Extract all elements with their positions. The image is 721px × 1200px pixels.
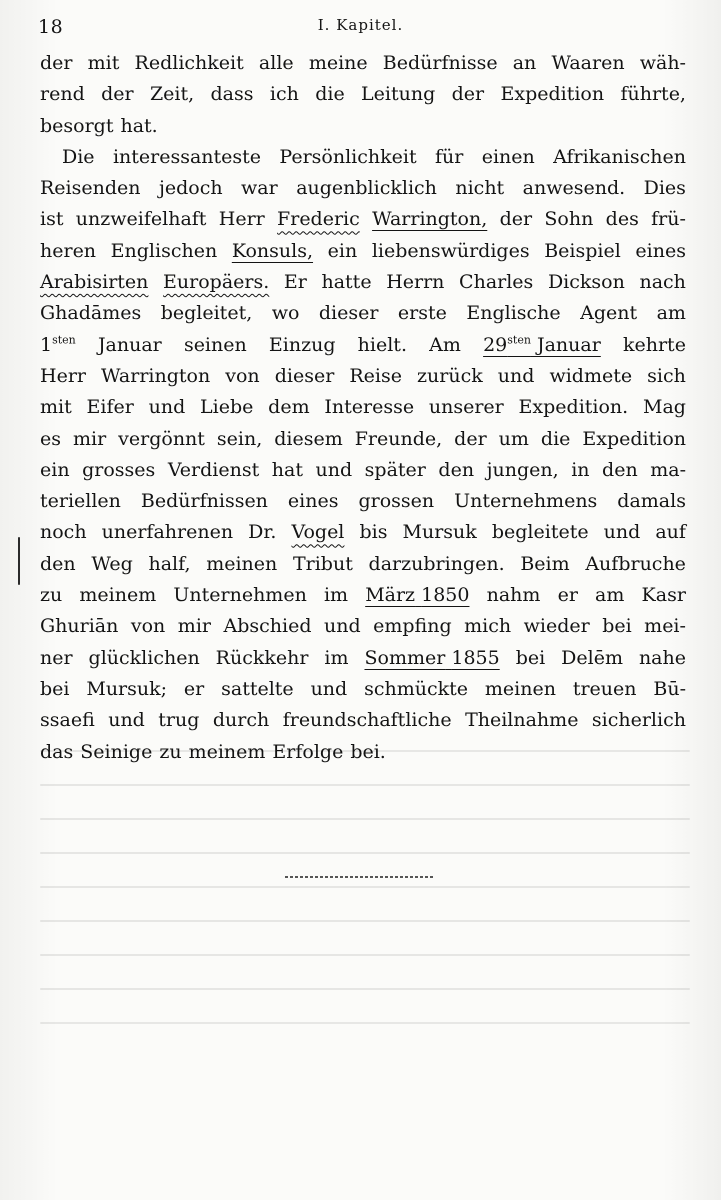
text-line [40, 549, 686, 580]
text-line [40, 48, 686, 79]
word: Weg [91, 552, 133, 575]
word: Sohn [544, 208, 594, 231]
word: den [40, 552, 76, 575]
bleed-line [40, 852, 690, 854]
word: im [324, 646, 349, 669]
word: anwesend. [522, 177, 626, 200]
word: bei [40, 677, 70, 700]
word: Unternehmen [173, 584, 307, 607]
word: der [451, 83, 485, 106]
word: um [498, 427, 529, 450]
word: meinen [484, 677, 556, 700]
word: Januar [536, 333, 601, 356]
word: Theilnahme [465, 709, 579, 732]
word: grossen [358, 490, 435, 513]
word: den [602, 458, 638, 481]
word: begleitet, [160, 302, 253, 325]
word: noch [40, 521, 87, 544]
word: Delēm [561, 646, 623, 669]
text-line [40, 611, 686, 642]
word: Zeit, [149, 83, 195, 106]
word: eines [287, 490, 339, 513]
word: Expedition [500, 83, 605, 106]
word: meine [308, 52, 368, 74]
word: unserer [428, 396, 504, 419]
word: wäh- [639, 52, 686, 74]
word: Liebe [200, 396, 254, 419]
word: ich [269, 83, 299, 106]
word: Reise [349, 364, 402, 387]
word: bis [359, 521, 388, 544]
word: und [148, 396, 186, 419]
word: Warrington [101, 364, 211, 387]
word-underlined: Arabisirten [40, 271, 149, 294]
word: die [540, 427, 571, 450]
word: mir [177, 615, 211, 638]
text-line [40, 705, 686, 736]
bleed-line [40, 954, 690, 956]
word: wieder [523, 615, 590, 638]
date-underlined [483, 330, 601, 361]
word: heren [40, 239, 97, 262]
word: Charles [459, 271, 534, 294]
word: meinem [188, 740, 266, 763]
word: und [108, 709, 145, 732]
word: Dr. [248, 521, 277, 544]
word-underlined: Frederic [277, 208, 360, 231]
text-line [40, 455, 686, 486]
bleed-line [40, 784, 690, 786]
word: Am [429, 333, 461, 356]
bleed-line [40, 750, 690, 752]
word: Mursuk [402, 521, 477, 544]
word: vergönnt [118, 427, 205, 450]
text-line [40, 580, 686, 611]
word: kehrte [622, 333, 686, 356]
word: Abschied [223, 615, 312, 638]
text-line [40, 517, 686, 548]
word: in [571, 458, 590, 481]
word: schmückte [364, 677, 468, 700]
text-line [40, 392, 686, 423]
bleed-line [40, 988, 690, 990]
word: Redlichkeit [134, 52, 244, 74]
bleed-line [40, 818, 690, 820]
word: widmete [549, 364, 633, 387]
word: begleitete [491, 521, 589, 544]
word: meinem [79, 584, 157, 607]
word: für [434, 145, 464, 168]
text-line [40, 361, 686, 392]
word: hielt. [357, 333, 407, 356]
word: an [512, 52, 537, 74]
word-underlined: Europäers. [163, 271, 270, 294]
word: sattelte [221, 677, 294, 700]
word: zu [159, 740, 182, 763]
bleed-line [40, 920, 690, 922]
word: von [225, 364, 260, 387]
word: Herr [218, 208, 265, 231]
text-line [40, 643, 686, 674]
word: im [323, 584, 349, 607]
word: und [603, 521, 641, 544]
word: Die [62, 145, 95, 168]
word: augenblicklich [296, 177, 437, 200]
word: empfing [373, 615, 452, 638]
text-line [40, 486, 686, 517]
word: zurück [417, 364, 483, 387]
word: mit [40, 396, 72, 419]
word: dieser [274, 364, 335, 387]
word: rend [40, 83, 85, 106]
word: führte, [620, 83, 686, 106]
word: ma- [650, 458, 686, 481]
word: hat [271, 458, 303, 481]
word: unzweifelhaft [75, 208, 207, 231]
word: Bedürfnisse [382, 52, 498, 74]
word: Reisenden [40, 177, 141, 200]
word: am [595, 584, 625, 607]
word: den [438, 458, 475, 481]
word: Herrn [386, 271, 445, 294]
word: hat. [120, 114, 158, 137]
word: Englische [466, 302, 561, 325]
word: der [101, 83, 134, 106]
bleed-line [40, 886, 690, 888]
section-end-rule [285, 876, 435, 878]
word: trug [158, 709, 200, 732]
word: nach [639, 271, 686, 294]
text-line [40, 298, 686, 329]
text-line [40, 204, 686, 235]
word: 29 [483, 333, 508, 356]
word-underlined: Warrington, [372, 208, 488, 231]
word: alle [258, 52, 294, 74]
bleed-line [40, 1022, 690, 1024]
word: Agent [580, 302, 638, 325]
word: dieser [318, 302, 379, 325]
word: eines [635, 239, 686, 262]
word: frü- [651, 208, 686, 231]
word: Expedition [582, 427, 686, 450]
word: des [605, 208, 639, 231]
word: interessanteste [112, 145, 262, 168]
word: unerfahrenen [101, 521, 234, 544]
word: zu [40, 584, 63, 607]
word: Beim [520, 552, 570, 575]
word: besorgt [40, 114, 114, 137]
page-header [34, 16, 687, 44]
superscript: sten [52, 333, 76, 347]
text-line [40, 236, 686, 267]
word: und [497, 364, 535, 387]
word: meinen [206, 552, 278, 575]
word: Herr [40, 364, 86, 387]
word: Ghuriān [40, 615, 119, 638]
word: sich [647, 364, 686, 387]
word: Freunde, [354, 427, 443, 450]
word-underlined: Konsuls, [231, 239, 314, 262]
word: mich [464, 615, 512, 638]
word: 1855 [451, 646, 500, 669]
word: hatte [321, 271, 372, 294]
word: nahe [638, 646, 686, 669]
word: dem [268, 396, 310, 419]
running-head: I. Kapitel. [317, 16, 404, 34]
word: und [323, 615, 361, 638]
word: durch [212, 709, 270, 732]
bleed-through-text [40, 750, 690, 1080]
word: Englischen [110, 239, 218, 262]
word: das [40, 740, 74, 763]
word: glücklichen [88, 646, 200, 669]
word: Verdienst [167, 458, 260, 481]
word: wo [271, 302, 300, 325]
text-line [40, 674, 686, 705]
word: Mursuk; [86, 677, 168, 700]
word: grosses [82, 458, 156, 481]
word: der [40, 52, 73, 74]
word: Rückkehr [215, 646, 309, 669]
word-underlined: Vogel [291, 521, 345, 544]
word: Ghadāmes [40, 302, 142, 325]
word: ssaefi [40, 709, 95, 732]
word: mir [72, 427, 107, 450]
word: Leitung [361, 83, 436, 106]
word: Interesse [324, 396, 415, 419]
word: darzubringen. [368, 552, 505, 575]
word: Bū- [653, 677, 686, 700]
word: am [656, 302, 686, 325]
word: half, [148, 552, 191, 575]
word: teriellen [40, 490, 121, 513]
word: bei [602, 615, 632, 638]
word: der [499, 208, 533, 231]
word: ist [40, 208, 64, 231]
word: seinen [183, 333, 247, 356]
word: Aufbruche [585, 552, 686, 575]
word: Bedürfnissen [140, 490, 268, 513]
word: Expedition. [518, 396, 629, 419]
word: freundschaftliche [282, 709, 452, 732]
word: sein, [216, 427, 263, 450]
word: Eifer [86, 396, 134, 419]
word: jungen, [486, 458, 559, 481]
word: und [310, 677, 348, 700]
word: diesem [274, 427, 343, 450]
word: von [130, 615, 166, 638]
word: Dickson [547, 271, 625, 294]
body-text [40, 48, 686, 768]
word: 1 [40, 333, 53, 356]
word: ein [327, 239, 358, 262]
word: die [315, 83, 345, 106]
word: war [241, 177, 278, 200]
word: Januar [97, 333, 162, 356]
word: dass [210, 83, 254, 106]
word: bei. [350, 740, 386, 763]
word: es [40, 427, 61, 450]
word: Seinige [80, 740, 153, 763]
word: Waaren [551, 52, 625, 74]
word: Er [283, 271, 307, 294]
text-line [40, 267, 686, 298]
page-number: 18 [38, 16, 64, 38]
word: treuen [572, 677, 637, 700]
word: er [557, 584, 578, 607]
word: sicherlich [591, 709, 686, 732]
text-line [40, 142, 686, 173]
date-underlined [364, 643, 499, 674]
word: Unternehmens [454, 490, 598, 513]
word: Dies [643, 177, 686, 200]
word: Mag [643, 396, 686, 419]
word: März [365, 584, 416, 607]
word: ner [40, 646, 73, 669]
text-line [40, 79, 686, 110]
word: nicht [455, 177, 505, 200]
text-line [40, 330, 686, 361]
margin-pencil-mark [18, 537, 20, 585]
date-underlined [365, 580, 469, 611]
word: Persönlichkeit [279, 145, 417, 168]
word: Beispiel [544, 239, 621, 262]
word: Kasr [641, 584, 686, 607]
word: damals [617, 490, 686, 513]
word: 1850 [421, 584, 470, 607]
word: Afrikanischen [553, 145, 686, 168]
word: Einzug [268, 333, 336, 356]
word: Tribut [292, 552, 353, 575]
word: auf [655, 521, 686, 544]
word: Erfolge [272, 740, 344, 763]
text-line [40, 111, 686, 142]
word: und [315, 458, 353, 481]
word: nahm [486, 584, 541, 607]
word: Sommer [364, 646, 446, 669]
text-line [40, 173, 686, 204]
word: mei- [644, 615, 686, 638]
word: jedoch [158, 177, 223, 200]
word: er [183, 677, 205, 700]
word: liebenswürdiges [371, 239, 530, 262]
word: einen [481, 145, 535, 168]
word: mit [87, 52, 120, 74]
superscript: sten [507, 333, 531, 347]
date-ordinal [40, 330, 76, 361]
word: ein [40, 458, 70, 481]
word: später [364, 458, 426, 481]
word: der [454, 427, 487, 450]
word: bei [515, 646, 546, 669]
word: erste [397, 302, 447, 325]
text-line [40, 424, 686, 455]
